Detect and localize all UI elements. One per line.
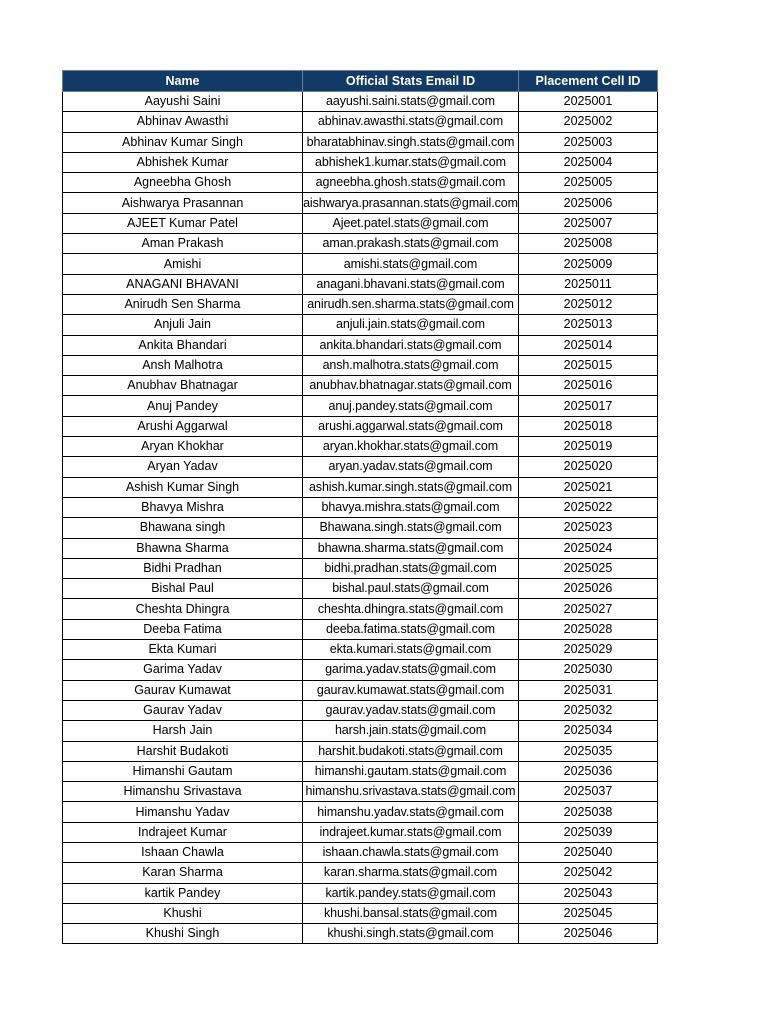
cell-email: cheshta.dhingra.stats@gmail.com	[303, 599, 519, 619]
cell-name: Gaurav Kumawat	[63, 680, 303, 700]
cell-email: khushi.singh.stats@gmail.com	[303, 924, 519, 944]
cell-email: ishaan.chawla.stats@gmail.com	[303, 842, 519, 862]
cell-placement-id: 2025006	[519, 193, 658, 213]
cell-email: anagani.bhavani.stats@gmail.com	[303, 274, 519, 294]
cell-email: aryan.khokhar.stats@gmail.com	[303, 437, 519, 457]
header-name: Name	[63, 71, 303, 92]
cell-placement-id: 2025023	[519, 518, 658, 538]
table-row	[63, 173, 658, 193]
table-row	[63, 132, 658, 152]
table-row	[63, 152, 658, 172]
table-row	[63, 355, 658, 375]
cell-placement-id: 2025034	[519, 721, 658, 741]
table-row	[63, 437, 658, 457]
cell-placement-id: 2025042	[519, 863, 658, 883]
table-row	[63, 721, 658, 741]
cell-email: aryan.yadav.stats@gmail.com	[303, 457, 519, 477]
cell-email: harsh.jain.stats@gmail.com	[303, 721, 519, 741]
cell-placement-id: 2025028	[519, 619, 658, 639]
cell-email: ekta.kumari.stats@gmail.com	[303, 640, 519, 660]
table-row	[63, 619, 658, 639]
cell-email: khushi.bansal.stats@gmail.com	[303, 903, 519, 923]
cell-name: Deeba Fatima	[63, 619, 303, 639]
cell-name: Indrajeet Kumar	[63, 822, 303, 842]
table-row	[63, 802, 658, 822]
cell-placement-id: 2025007	[519, 213, 658, 233]
cell-email: arushi.aggarwal.stats@gmail.com	[303, 416, 519, 436]
cell-name: Aryan Yadav	[63, 457, 303, 477]
cell-email: ashish.kumar.singh.stats@gmail.com	[303, 477, 519, 497]
cell-email: abhinav.awasthi.stats@gmail.com	[303, 112, 519, 132]
table-row	[63, 883, 658, 903]
table-row	[63, 579, 658, 599]
cell-name: kartik Pandey	[63, 883, 303, 903]
student-email-table-sheet	[62, 70, 657, 944]
cell-email: ansh.malhotra.stats@gmail.com	[303, 355, 519, 375]
cell-name: Khushi Singh	[63, 924, 303, 944]
cell-email: anirudh.sen.sharma.stats@gmail.com	[303, 294, 519, 314]
table-row	[63, 213, 658, 233]
cell-placement-id: 2025012	[519, 294, 658, 314]
table-row	[63, 457, 658, 477]
cell-name: Amishi	[63, 254, 303, 274]
cell-email: Bhawana.singh.stats@gmail.com	[303, 518, 519, 538]
table-row	[63, 761, 658, 781]
cell-name: Bhavya Mishra	[63, 497, 303, 517]
cell-name: Karan Sharma	[63, 863, 303, 883]
cell-placement-id: 2025016	[519, 376, 658, 396]
cell-name: Agneebha Ghosh	[63, 173, 303, 193]
cell-name: Aryan Khokhar	[63, 437, 303, 457]
cell-name: Cheshta Dhingra	[63, 599, 303, 619]
table-row	[63, 294, 658, 314]
cell-email: indrajeet.kumar.stats@gmail.com	[303, 822, 519, 842]
cell-placement-id: 2025021	[519, 477, 658, 497]
table-row	[63, 599, 658, 619]
cell-name: Bidhi Pradhan	[63, 558, 303, 578]
cell-placement-id: 2025009	[519, 254, 658, 274]
cell-email: gaurav.yadav.stats@gmail.com	[303, 700, 519, 720]
cell-placement-id: 2025017	[519, 396, 658, 416]
table-row	[63, 234, 658, 254]
cell-email: aayushi.saini.stats@gmail.com	[303, 92, 519, 112]
cell-placement-id: 2025035	[519, 741, 658, 761]
cell-placement-id: 2025037	[519, 782, 658, 802]
cell-placement-id: 2025015	[519, 355, 658, 375]
cell-name: Harsh Jain	[63, 721, 303, 741]
table-row	[63, 538, 658, 558]
cell-placement-id: 2025040	[519, 842, 658, 862]
cell-name: Anuj Pandey	[63, 396, 303, 416]
table-row	[63, 700, 658, 720]
table-row	[63, 660, 658, 680]
table-row	[63, 193, 658, 213]
cell-email: himanshu.yadav.stats@gmail.com	[303, 802, 519, 822]
cell-placement-id: 2025019	[519, 437, 658, 457]
cell-name: Ishaan Chawla	[63, 842, 303, 862]
table-row	[63, 924, 658, 944]
cell-name: Gaurav Yadav	[63, 700, 303, 720]
table-row	[63, 254, 658, 274]
header-email: Official Stats Email ID	[303, 71, 519, 92]
table-row	[63, 315, 658, 335]
cell-placement-id: 2025032	[519, 700, 658, 720]
cell-email: bishal.paul.stats@gmail.com	[303, 579, 519, 599]
cell-name: Anjuli Jain	[63, 315, 303, 335]
table-row	[63, 335, 658, 355]
cell-placement-id: 2025020	[519, 457, 658, 477]
cell-placement-id: 2025024	[519, 538, 658, 558]
table-row	[63, 842, 658, 862]
cell-placement-id: 2025036	[519, 761, 658, 781]
table-row	[63, 376, 658, 396]
cell-name: AJEET Kumar Patel	[63, 213, 303, 233]
cell-name: Ashish Kumar Singh	[63, 477, 303, 497]
cell-email: kartik.pandey.stats@gmail.com	[303, 883, 519, 903]
cell-name: Harshit Budakoti	[63, 741, 303, 761]
cell-name: Himanshu Srivastava	[63, 782, 303, 802]
cell-name: Aishwarya Prasannan	[63, 193, 303, 213]
table-row	[63, 782, 658, 802]
cell-email: agneebha.ghosh.stats@gmail.com	[303, 173, 519, 193]
table-body	[63, 92, 658, 944]
cell-email: karan.sharma.stats@gmail.com	[303, 863, 519, 883]
cell-email: ankita.bhandari.stats@gmail.com	[303, 335, 519, 355]
cell-placement-id: 2025018	[519, 416, 658, 436]
cell-email: bhavya.mishra.stats@gmail.com	[303, 497, 519, 517]
table-row	[63, 558, 658, 578]
cell-email: bidhi.pradhan.stats@gmail.com	[303, 558, 519, 578]
cell-placement-id: 2025003	[519, 132, 658, 152]
cell-name: Arushi Aggarwal	[63, 416, 303, 436]
cell-email: anuj.pandey.stats@gmail.com	[303, 396, 519, 416]
cell-placement-id: 2025029	[519, 640, 658, 660]
cell-name: Ankita Bhandari	[63, 335, 303, 355]
cell-placement-id: 2025027	[519, 599, 658, 619]
table-row	[63, 396, 658, 416]
header-row	[63, 71, 658, 92]
cell-name: Khushi	[63, 903, 303, 923]
table-row	[63, 903, 658, 923]
cell-name: Bhawana singh	[63, 518, 303, 538]
cell-email: harshit.budakoti.stats@gmail.com	[303, 741, 519, 761]
table-row	[63, 680, 658, 700]
cell-email: deeba.fatima.stats@gmail.com	[303, 619, 519, 639]
table-row	[63, 112, 658, 132]
table-row	[63, 518, 658, 538]
cell-name: Anubhav Bhatnagar	[63, 376, 303, 396]
table-row	[63, 741, 658, 761]
cell-name: Garima Yadav	[63, 660, 303, 680]
table-header	[63, 71, 658, 92]
cell-placement-id: 2025026	[519, 579, 658, 599]
cell-email: aman.prakash.stats@gmail.com	[303, 234, 519, 254]
table-row	[63, 822, 658, 842]
cell-email: Ajeet.patel.stats@gmail.com	[303, 213, 519, 233]
cell-email: bharatabhinav.singh.stats@gmail.com	[303, 132, 519, 152]
cell-name: Ansh Malhotra	[63, 355, 303, 375]
cell-name: Bishal Paul	[63, 579, 303, 599]
cell-name: Abhinav Awasthi	[63, 112, 303, 132]
cell-placement-id: 2025045	[519, 903, 658, 923]
cell-name: ANAGANI BHAVANI	[63, 274, 303, 294]
cell-email: gaurav.kumawat.stats@gmail.com	[303, 680, 519, 700]
cell-name: Aman Prakash	[63, 234, 303, 254]
table-row	[63, 640, 658, 660]
cell-name: Abhishek Kumar	[63, 152, 303, 172]
cell-placement-id: 2025004	[519, 152, 658, 172]
cell-placement-id: 2025025	[519, 558, 658, 578]
header-placement-id: Placement Cell ID	[519, 71, 658, 92]
cell-placement-id: 2025008	[519, 234, 658, 254]
cell-placement-id: 2025046	[519, 924, 658, 944]
cell-placement-id: 2025002	[519, 112, 658, 132]
cell-email: bhawna.sharma.stats@gmail.com	[303, 538, 519, 558]
cell-placement-id: 2025043	[519, 883, 658, 903]
table-row	[63, 274, 658, 294]
cell-name: Himanshu Yadav	[63, 802, 303, 822]
cell-placement-id: 2025039	[519, 822, 658, 842]
cell-placement-id: 2025038	[519, 802, 658, 822]
cell-email: anubhav.bhatnagar.stats@gmail.com	[303, 376, 519, 396]
table-row	[63, 863, 658, 883]
cell-placement-id: 2025022	[519, 497, 658, 517]
table-row	[63, 497, 658, 517]
cell-email: himanshi.gautam.stats@gmail.com	[303, 761, 519, 781]
table-row	[63, 477, 658, 497]
cell-placement-id: 2025013	[519, 315, 658, 335]
cell-name: Bhawna Sharma	[63, 538, 303, 558]
table-row	[63, 416, 658, 436]
cell-name: Ekta Kumari	[63, 640, 303, 660]
cell-email: garima.yadav.stats@gmail.com	[303, 660, 519, 680]
cell-placement-id: 2025011	[519, 274, 658, 294]
cell-name: Abhinav Kumar Singh	[63, 132, 303, 152]
cell-name: Himanshi Gautam	[63, 761, 303, 781]
cell-name: Anirudh Sen Sharma	[63, 294, 303, 314]
table-row	[63, 92, 658, 112]
cell-name: Aayushi Saini	[63, 92, 303, 112]
cell-email: anjuli.jain.stats@gmail.com	[303, 315, 519, 335]
student-email-table	[62, 70, 658, 944]
cell-email: aishwarya.prasannan.stats@gmail.com	[303, 193, 519, 213]
cell-placement-id: 2025031	[519, 680, 658, 700]
cell-placement-id: 2025014	[519, 335, 658, 355]
cell-email: abhishek1.kumar.stats@gmail.com	[303, 152, 519, 172]
cell-email: himanshu.srivastava.stats@gmail.com	[303, 782, 519, 802]
cell-placement-id: 2025030	[519, 660, 658, 680]
cell-placement-id: 2025001	[519, 92, 658, 112]
cell-email: amishi.stats@gmail.com	[303, 254, 519, 274]
cell-placement-id: 2025005	[519, 173, 658, 193]
